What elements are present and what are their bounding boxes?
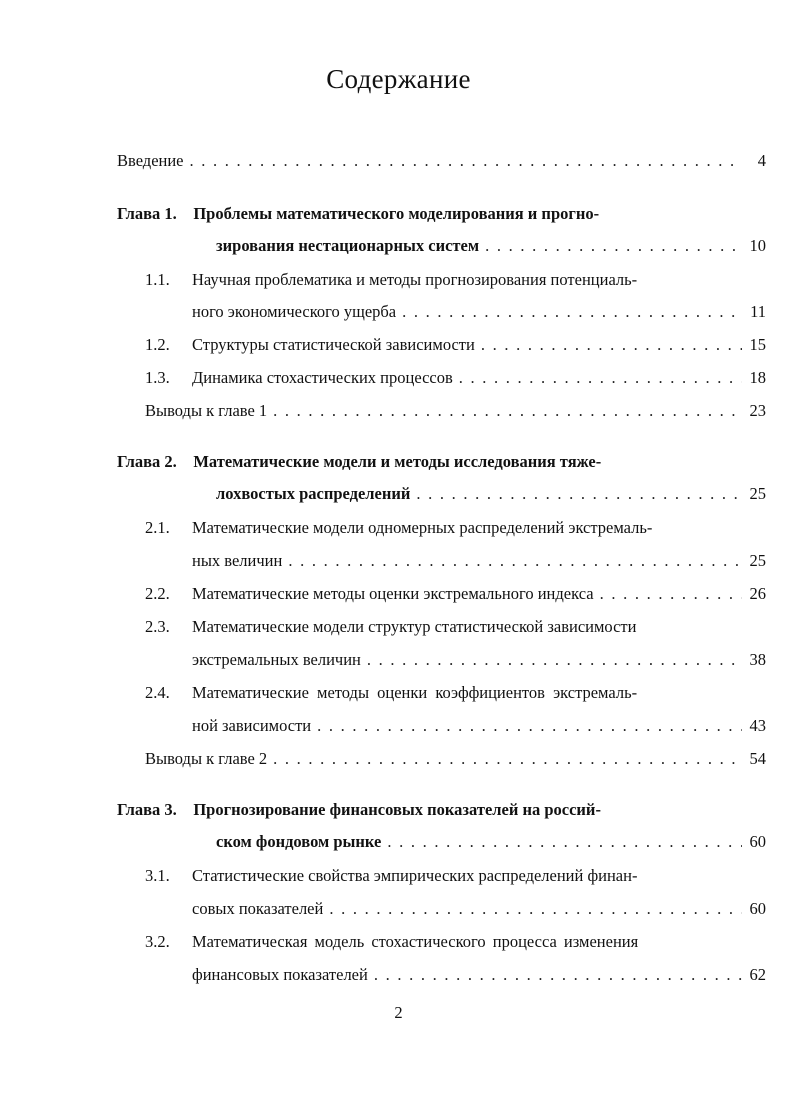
- toc-chapter-3[interactable]: [216, 832, 766, 852]
- section-number: 1.2.: [145, 335, 170, 354]
- leader-dots: [416, 484, 742, 504]
- section-title-line2: финансовых показателей: [192, 965, 368, 984]
- section-number: 3.1.: [145, 866, 170, 885]
- section-page: 43: [749, 716, 766, 735]
- chapter-title-line2: зирования нестационарных систем: [216, 236, 480, 255]
- section-title: Структуры статистической зависимости: [192, 335, 475, 354]
- section-title-line1: Математические модели структур статистической зависимости: [192, 617, 637, 636]
- section-title-line2: ного экономического ущерба: [192, 302, 397, 321]
- leader-dots: [459, 368, 742, 388]
- leader-dots: [485, 236, 742, 256]
- toc-section-1-1[interactable]: [192, 302, 766, 322]
- toc-section-3-1[interactable]: [192, 899, 766, 919]
- section-page: 62: [749, 965, 766, 984]
- section-number: 2.3.: [145, 617, 170, 636]
- page-number: 2: [394, 1003, 403, 1022]
- section-page: 38: [749, 650, 766, 669]
- leader-dots: [367, 650, 742, 670]
- toc-intro-label: Введение: [117, 151, 184, 170]
- section-page: 18: [749, 368, 766, 387]
- chapter-number: Глава 2.: [117, 452, 177, 471]
- section-title-line1: Математические модели одномерных распределений экстремаль-: [192, 518, 653, 537]
- leader-dots: [374, 965, 742, 985]
- leader-dots: [481, 335, 742, 355]
- section-title-line1: Математическая модель стохастического процесса изменения: [192, 932, 639, 951]
- chapter-title-line2: лохвостых распределений: [216, 484, 411, 503]
- section-number: 2.2.: [145, 584, 170, 603]
- section-title-line1: Научная проблематика и методы прогнозирования потенциаль-: [192, 270, 638, 289]
- section-number: 3.2.: [145, 932, 170, 951]
- leader-dots: [273, 749, 742, 769]
- chapter-title-line1: Проблемы математического моделирования и прогно-: [193, 204, 600, 223]
- toc-section-2-3[interactable]: [192, 650, 766, 670]
- toc-chapter-3-heading[interactable]: [117, 800, 601, 820]
- toc-section-2-1[interactable]: [192, 551, 766, 571]
- toc-section-2-4[interactable]: [192, 716, 766, 736]
- chapter-number: Глава 1.: [117, 204, 177, 223]
- toc-section-2-4-heading[interactable]: [145, 683, 637, 703]
- section-title-line2: ной зависимости: [192, 716, 312, 735]
- leader-dots: [288, 551, 742, 571]
- section-page: 25: [749, 551, 766, 570]
- section-title-line1: Математические методы оценки коэффициентов экстремаль-: [192, 683, 638, 702]
- section-page: 26: [749, 584, 766, 603]
- chapter-page: 10: [749, 236, 766, 255]
- chapter-number: Глава 3.: [117, 800, 177, 819]
- toc-chapter-2[interactable]: [216, 484, 766, 504]
- section-number: 2.4.: [145, 683, 170, 702]
- leader-dots: [600, 584, 742, 604]
- leader-dots: [190, 151, 742, 171]
- conclusion-page: 23: [749, 401, 766, 420]
- toc-chapter-1-heading[interactable]: [117, 204, 599, 224]
- leader-dots: [317, 716, 742, 736]
- chapter-page: 25: [749, 484, 766, 503]
- section-number: 1.1.: [145, 270, 170, 289]
- conclusion-label: Выводы к главе 2: [145, 749, 268, 768]
- section-page: 60: [749, 899, 766, 918]
- toc-intro[interactable]: [117, 151, 766, 171]
- section-title-line2: экстремальных величин: [192, 650, 361, 669]
- toc-section-3-2-heading[interactable]: [145, 932, 638, 952]
- toc-section-2-2[interactable]: [145, 584, 766, 604]
- toc-section-1-1-heading[interactable]: [145, 270, 637, 290]
- section-page: 15: [749, 335, 766, 354]
- toc-section-1-2[interactable]: [145, 335, 766, 355]
- toc-chapter-2-heading[interactable]: [117, 452, 601, 472]
- section-number: 2.1.: [145, 518, 170, 537]
- leader-dots: [387, 832, 742, 852]
- toc-chapter-1[interactable]: [216, 236, 766, 256]
- conclusion-page: 54: [749, 749, 766, 768]
- toc-section-3-2[interactable]: [192, 965, 766, 985]
- toc-section-2-1-heading[interactable]: [145, 518, 652, 538]
- section-title-line1: Статистические свойства эмпирических распределений финан-: [192, 866, 638, 885]
- leader-dots: [329, 899, 742, 919]
- section-title: Динамика стохастических процессов: [192, 368, 453, 387]
- toc-conclusion-1[interactable]: [145, 401, 766, 421]
- chapter-page: 60: [749, 832, 766, 851]
- section-page: 11: [750, 302, 766, 321]
- leader-dots: [273, 401, 742, 421]
- toc-intro-page: 4: [757, 151, 766, 170]
- toc-section-3-1-heading[interactable]: [145, 866, 637, 886]
- chapter-title-line1: Математические модели и методы исследования тяже-: [193, 452, 602, 471]
- toc-section-2-3-heading[interactable]: [145, 617, 636, 637]
- leader-dots: [402, 302, 742, 322]
- chapter-title-line2: ском фондовом рынке: [216, 832, 382, 851]
- section-title-line2: ных величин: [192, 551, 283, 570]
- page-title: Содержание: [326, 64, 471, 94]
- chapter-title-line1: Прогнозирование финансовых показателей на россий-: [193, 800, 601, 819]
- toc-section-1-3[interactable]: [145, 368, 766, 388]
- section-title: Математические методы оценки экстремального индекса: [192, 584, 594, 603]
- section-number: 1.3.: [145, 368, 170, 387]
- toc-conclusion-2[interactable]: [145, 749, 766, 769]
- conclusion-label: Выводы к главе 1: [145, 401, 268, 420]
- section-title-line2: совых показателей: [192, 899, 324, 918]
